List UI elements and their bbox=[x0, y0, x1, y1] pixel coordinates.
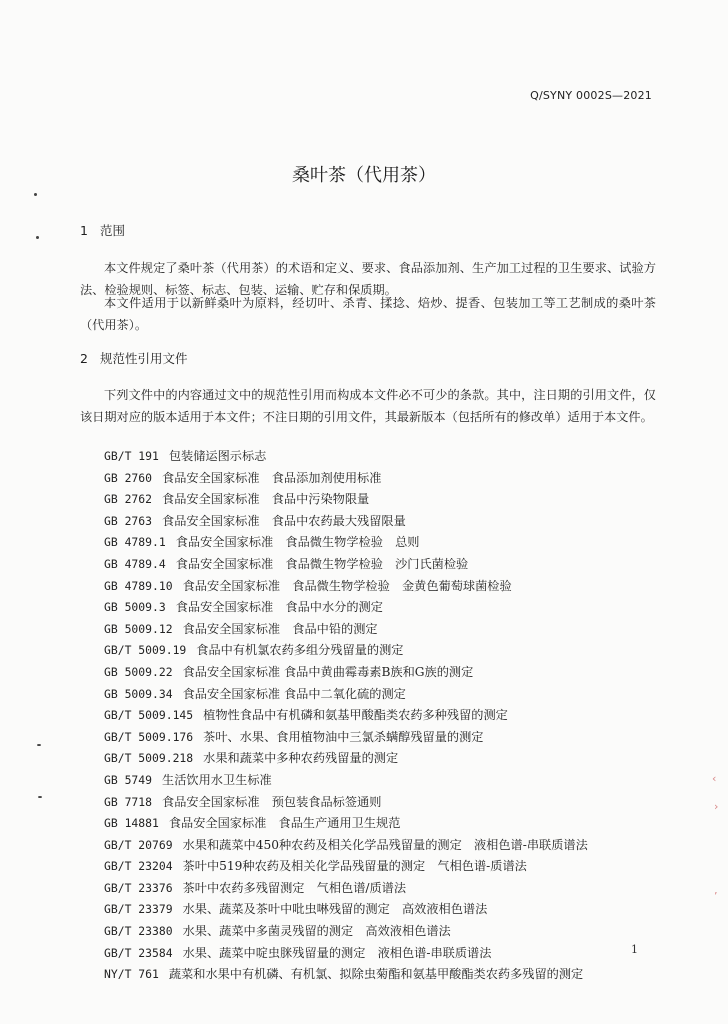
reference-item bbox=[104, 705, 664, 727]
reference-title: 食品安全国家标准 预包装食品标签通则 bbox=[162, 794, 382, 809]
section-1-heading bbox=[80, 221, 125, 239]
reference-title: 生活饮用水卫生标准 bbox=[162, 772, 272, 787]
standard-code: Q/SYNY 0002S—2021 bbox=[530, 89, 652, 102]
section-1-number: 1 bbox=[80, 223, 88, 238]
reference-title: 水果和蔬菜中多种农药残留量的测定 bbox=[203, 751, 399, 766]
reference-title: 水果、蔬菜及茶叶中吡虫啉残留的测定 高效液相色谱法 bbox=[182, 902, 488, 917]
reference-title: 食品安全国家标准 食品微生物学检验 总则 bbox=[175, 535, 420, 550]
reference-code: GB 4789.10 bbox=[104, 578, 173, 593]
reference-code: GB 2760 bbox=[104, 470, 153, 485]
scan-speck bbox=[34, 193, 37, 196]
reference-code: GB/T 191 bbox=[104, 449, 159, 463]
reference-code: GB/T 5009.218 bbox=[104, 751, 194, 766]
reference-code: GB 2763 bbox=[104, 513, 153, 528]
red-stamp-edge-mark: › bbox=[714, 800, 719, 813]
reference-item bbox=[104, 856, 664, 878]
reference-item bbox=[104, 748, 664, 770]
reference-code: GB/T 23380 bbox=[104, 924, 173, 939]
reference-code: GB/T 23379 bbox=[104, 902, 173, 917]
reference-item bbox=[104, 943, 664, 965]
reference-code: GB/T 23376 bbox=[104, 880, 173, 895]
reference-item bbox=[104, 770, 664, 792]
reference-item bbox=[104, 619, 664, 641]
reference-code: GB/T 5009.176 bbox=[104, 729, 194, 744]
reference-item bbox=[104, 835, 664, 857]
reference-code: GB 14881 bbox=[104, 816, 159, 831]
reference-title: 食品安全国家标准 食品微生物学检验 金黄色葡萄球菌检验 bbox=[182, 578, 512, 593]
reference-code: GB 2762 bbox=[104, 492, 153, 507]
reference-code: GB/T 23204 bbox=[104, 859, 173, 874]
reference-item bbox=[104, 727, 664, 749]
reference-code: GB 5009.34 bbox=[104, 686, 173, 701]
reference-item bbox=[104, 576, 664, 598]
reference-item bbox=[104, 511, 664, 533]
reference-code: GB 7718 bbox=[104, 794, 153, 809]
reference-code: GB/T 5009.19 bbox=[104, 643, 187, 658]
red-stamp-edge-mark: ‹ bbox=[712, 772, 717, 785]
scope-paragraph-2: 本文件适用于以新鲜桑叶为原料，经切叶、杀青、揉捻、焙炒、提香、包装加工等工艺制成的桑叶茶（代用茶）。 bbox=[80, 296, 656, 332]
section-2-title: 规范性引用文件 bbox=[100, 351, 188, 366]
reference-item bbox=[104, 813, 664, 835]
reference-code: GB/T 5009.145 bbox=[104, 708, 194, 723]
section-2-number: 2 bbox=[80, 351, 88, 366]
red-stamp-edge-mark: ’ bbox=[714, 890, 718, 903]
scan-speck bbox=[38, 796, 42, 798]
reference-code: GB 5009.3 bbox=[104, 600, 166, 615]
document-title: 桑叶茶（代用茶） bbox=[292, 165, 436, 186]
reference-code: GB 4789.4 bbox=[104, 556, 166, 571]
scan-speck bbox=[36, 236, 39, 239]
reference-title: 茶叶、水果、食用植物油中三氯杀螨醇残留量的测定 bbox=[203, 729, 484, 744]
reference-code: GB 5009.22 bbox=[104, 664, 173, 679]
scan-speck bbox=[37, 744, 41, 746]
reference-title: 食品安全国家标准 食品中铅的测定 bbox=[182, 621, 378, 636]
reference-title: 茶叶中519种农药及相关化学品残留量的测定 气相色谱-质谱法 bbox=[182, 859, 527, 874]
reference-item bbox=[104, 899, 664, 921]
reference-code: GB 4789.1 bbox=[104, 535, 166, 550]
reference-item bbox=[104, 684, 664, 706]
page-number: 1 bbox=[631, 943, 638, 956]
reference-item bbox=[104, 964, 664, 986]
reference-title: 水果和蔬菜中450种农药及相关化学品残留量的测定 液相色谱-串联质谱法 bbox=[182, 837, 588, 852]
reference-code: GB 5749 bbox=[104, 772, 153, 787]
reference-title: 食品安全国家标准 食品中污染物限量 bbox=[162, 492, 370, 507]
reference-title: 食品安全国家标准 食品中农药最大残留限量 bbox=[162, 513, 406, 528]
reference-item bbox=[104, 597, 664, 619]
reference-code: GB 5009.12 bbox=[104, 621, 173, 636]
reference-code: GB/T 20769 bbox=[104, 837, 173, 852]
reference-title: 食品安全国家标准 食品中黄曲霉毒素B族和G族的测定 bbox=[182, 664, 474, 679]
reference-title: 包装储运图示标志 bbox=[168, 449, 267, 463]
reference-title: 水果、蔬菜中多菌灵残留的测定 高效液相色谱法 bbox=[182, 924, 451, 939]
reference-title: 植物性食品中有机磷和氨基甲酸酯类农药多种残留的测定 bbox=[203, 708, 508, 723]
reference-item bbox=[104, 468, 664, 490]
scope-paragraph-1: 本文件规定了桑叶茶（代用茶）的术语和定义、要求、食品添加剂、生产加工过程的卫生要求、试验方法、检验规则、标签、标志、包装、运输、贮存和保质期。 bbox=[80, 261, 656, 297]
reference-title: 茶叶中农药多残留测定 气相色谱/质谱法 bbox=[182, 880, 407, 895]
reference-title: 水果、蔬菜中啶虫脒残留量的测定 液相色谱-串联质谱法 bbox=[182, 945, 492, 960]
reference-item bbox=[104, 662, 664, 684]
reference-title: 食品安全国家标准 食品生产通用卫生规范 bbox=[168, 816, 401, 831]
section-2-heading bbox=[80, 349, 188, 367]
reference-item bbox=[104, 554, 664, 576]
reference-item bbox=[104, 489, 664, 511]
reference-title: 食品安全国家标准 食品中二氧化硫的测定 bbox=[182, 686, 406, 701]
reference-list bbox=[104, 446, 664, 986]
reference-item bbox=[104, 446, 664, 468]
reference-item bbox=[104, 878, 664, 900]
section-1-title: 范围 bbox=[100, 223, 126, 238]
reference-title: 食品安全国家标准 食品中水分的测定 bbox=[175, 600, 383, 615]
reference-title: 食品中有机氯农药多组分残留量的测定 bbox=[196, 643, 404, 658]
reference-title: 食品安全国家标准 食品微生物学检验 沙门氏菌检验 bbox=[175, 556, 469, 571]
reference-item bbox=[104, 640, 664, 662]
reference-code: NY/T 761 bbox=[104, 967, 159, 982]
reference-item bbox=[104, 532, 664, 554]
reference-title: 蔬菜和水果中有机磷、有机氯、拟除虫菊酯和氨基甲酸酯类农药多残留的测定 bbox=[168, 967, 584, 982]
normative-references-intro: 下列文件中的内容通过文中的规范性引用而构成本文件必不可少的条款。其中，注日期的引用文件，仅该日期对应的版本适用于本文件；不注日期的引用文件，其最新版本（包括所有的修改单）适用于本文件。 bbox=[80, 388, 656, 424]
reference-item bbox=[104, 921, 664, 943]
reference-code: GB/T 23584 bbox=[104, 945, 173, 960]
reference-title: 食品安全国家标准 食品添加剂使用标准 bbox=[162, 470, 382, 485]
reference-item bbox=[104, 792, 664, 814]
